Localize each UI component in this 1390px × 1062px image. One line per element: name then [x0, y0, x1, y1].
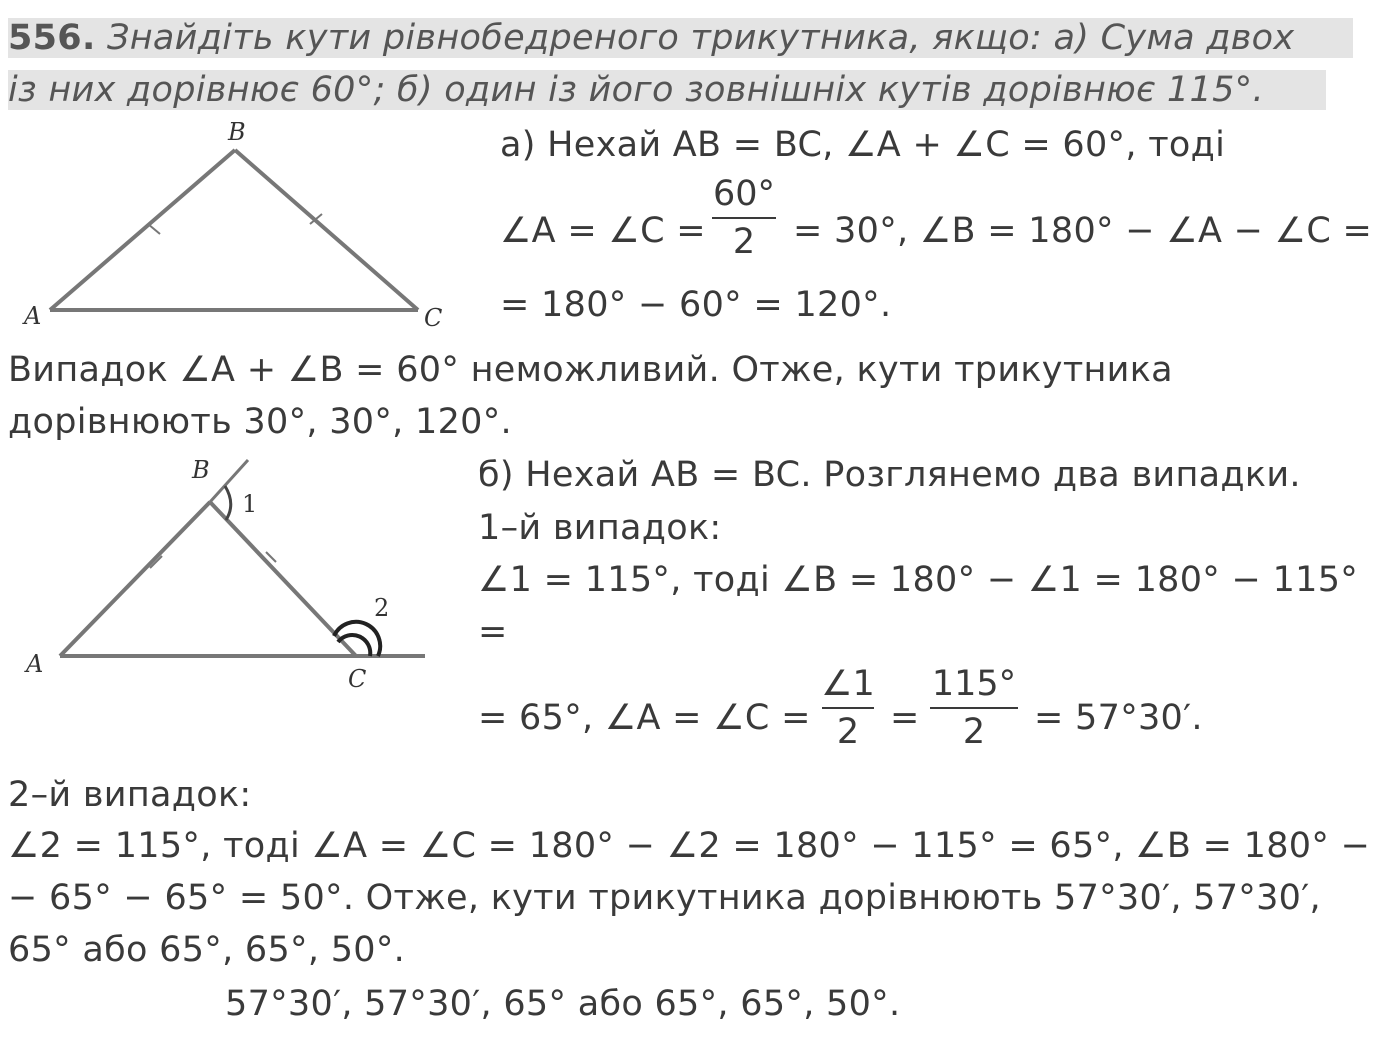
problem-text-1: Знайдіть кути рівнобедреного трикутника, якщо: а) Сума двох [107, 18, 1295, 58]
figure1-label-a: A [24, 302, 42, 330]
part-b-line-5-post: = 57°30′. [1034, 698, 1203, 738]
part-b-line-2: 1–й випадок: [478, 508, 722, 548]
fraction-bar [822, 707, 874, 709]
part-b-line-6: 2–й випадок: [8, 775, 252, 815]
figure2-label-1: 1 [242, 490, 258, 518]
fraction-numerator: ∠1 [821, 664, 875, 704]
fraction-numerator: 115° [931, 664, 1017, 704]
part-b-line-9: 65° або 65°, 65°, 50°. [8, 930, 406, 970]
fraction-bar [930, 707, 1018, 709]
fraction-115-over-2 [930, 665, 1018, 751]
figure2-label-c: C [348, 665, 367, 693]
figure2-label-2: 2 [374, 594, 390, 622]
fraction-numerator: 60° [712, 174, 776, 214]
part-b-line-8: − 65° − 65° = 50°. Отже, кути трикутника дорівнюють 57°30′, 57°30′, [8, 878, 1321, 918]
figure2-label-a: A [26, 650, 44, 678]
answer-line: 57°30′, 57°30′, 65° або 65°, 65°, 50°. [225, 984, 901, 1024]
part-b-line-7: ∠2 = 115°, тоді ∠A = ∠C = 180° − ∠2 = 180° − 115° = 65°, ∠B = 180° − [8, 826, 1371, 866]
part-a-line-1: а) Нехай AB = BC, ∠A + ∠C = 60°, тоді [500, 125, 1226, 165]
part-b-line-5-pre: = 65°, ∠A = ∠C = [478, 698, 811, 738]
part-a-line-4: Випадок ∠A + ∠B = 60° неможливий. Отже, кути трикутника [8, 350, 1173, 390]
fraction-denominator: 2 [732, 222, 756, 262]
equals-sign: = [890, 698, 920, 738]
fraction-angle1-over-2 [822, 665, 874, 751]
part-a-line-2-post: = 30°, ∠B = 180° − ∠A − ∠C = [793, 211, 1373, 251]
part-a-line-3: = 180° − 60° = 120°. [500, 285, 892, 325]
part-a-line-2-pre: ∠A = ∠C = [500, 211, 706, 251]
part-b-line-3: ∠1 = 115°, тоді ∠B = 180° − ∠1 = 180° − 115° [478, 560, 1359, 600]
figure2-label-b: B [192, 456, 210, 484]
part-b-line-1: б) Нехай AB = BC. Розглянемо два випадки. [478, 455, 1301, 495]
figure1-label-b: B [228, 118, 246, 146]
figure1-label-c: C [424, 304, 443, 332]
part-a-line-5: дорівнюють 30°, 30°, 120°. [8, 402, 512, 442]
fraction-bar [712, 217, 776, 219]
part-b-line-4: = [478, 612, 508, 652]
triangle-figure-2 [0, 450, 470, 700]
fraction-denominator: 2 [962, 712, 986, 752]
problem-line-2: із них дорівнює 60°; б) один із його зовнішніх кутів дорівнює 115°. [8, 70, 1264, 110]
fraction-60-over-2 [712, 175, 776, 261]
triangle-figure-1 [0, 120, 470, 340]
problem-line-1 [8, 18, 1294, 58]
fraction-denominator: 2 [836, 712, 860, 752]
problem-number: 556. [8, 18, 96, 58]
